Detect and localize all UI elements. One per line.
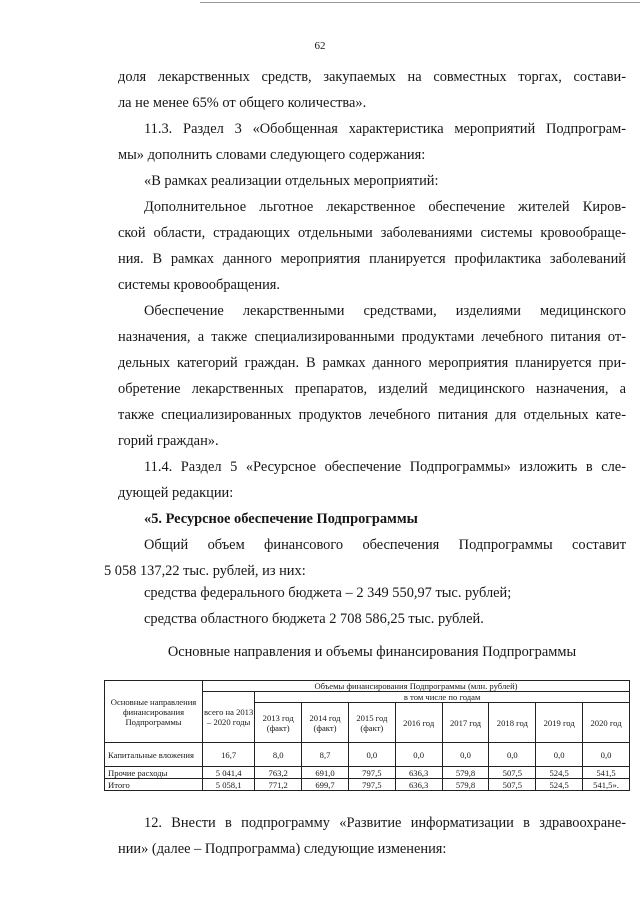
- text-line: нии» (далее – Подпрограмма) следующие изменения:: [118, 841, 447, 857]
- text-line: 11.4. Раздел 5 «Ресурсное обеспечение Подпрограммы» изложить в сле-: [144, 459, 626, 475]
- header-directions: Основные направления финансирования Подпрограммы: [105, 681, 203, 743]
- cell-value: 507,5: [489, 767, 536, 779]
- year-2016: 2016 год: [395, 703, 442, 743]
- paragraph-additional-supply: [118, 194, 626, 298]
- cell-value: 8,7: [302, 743, 349, 767]
- year-2020: 2020 год: [583, 703, 630, 743]
- row-name: Прочие расходы: [105, 767, 203, 779]
- paragraph-11-4: [118, 454, 626, 506]
- cell-value: 0,0: [489, 743, 536, 767]
- cell-value: 541,5».: [583, 779, 630, 791]
- text-line: обретение лекарственных препаратов, изделий медицинского назначения, а: [118, 381, 626, 397]
- table-row: [105, 743, 630, 767]
- cell-value: 691,0: [302, 767, 349, 779]
- cell-value: 0,0: [348, 743, 395, 767]
- cell-value: 699,7: [302, 779, 349, 791]
- header-by-years: в том числе по годам: [255, 692, 630, 703]
- paragraph-drug-supply: [118, 298, 626, 454]
- cell-value: 541,5: [583, 767, 630, 779]
- text-line: ла не менее 65% от общего количества».: [118, 95, 367, 111]
- financing-table: [104, 680, 630, 791]
- row-total: 5 041,4: [203, 767, 255, 779]
- cell-value: 579,8: [442, 779, 489, 791]
- paragraph-federal-budget: [118, 580, 626, 606]
- text-line: средства федерального бюджета – 2 349 550,97 тыс. рублей;: [144, 585, 512, 601]
- header-volumes: Объемы финансирования Подпрограммы (млн. рублей): [203, 681, 630, 692]
- text-line: назначения, а также специализированными продуктами лечебного питания от-: [118, 329, 626, 345]
- text-line: горий граждан».: [118, 433, 219, 449]
- cell-value: 636,3: [395, 767, 442, 779]
- cell-value: 0,0: [536, 743, 583, 767]
- text-line: доля лекарственных средств, закупаемых на совместных торгах, состави-: [118, 69, 626, 85]
- text-line: 12. Внести в подпрограмму «Развитие информатизации в здравоохране-: [144, 815, 626, 831]
- cell-value: 524,5: [536, 767, 583, 779]
- text-line: также специализированных продуктов лечебного питания для отдельных кате-: [118, 407, 626, 423]
- text-line: Общий объем финансового обеспечения Подпрограммы составит: [144, 537, 626, 553]
- row-name: Капитальные вложения: [105, 743, 203, 767]
- cell-value: 579,8: [442, 767, 489, 779]
- table-row: [105, 767, 630, 779]
- row-name: Итого: [105, 779, 203, 791]
- paragraph-12: [118, 810, 626, 862]
- section-5-heading: [118, 506, 626, 532]
- top-rule: [200, 2, 640, 3]
- row-total: 16,7: [203, 743, 255, 767]
- cell-value: 771,2: [255, 779, 302, 791]
- year-2019: 2019 год: [536, 703, 583, 743]
- cell-value: 763,2: [255, 767, 302, 779]
- text-line: дующей редакции:: [118, 485, 234, 501]
- table-caption: Основные направления и объемы финансирования Подпрограммы: [167, 644, 577, 660]
- year-2017: 2017 год: [442, 703, 489, 743]
- text-line: ской области, страдающих отдельными заболеваниями системы кровообраще-: [118, 225, 626, 241]
- year-2015: 2015 год (факт): [348, 703, 395, 743]
- text-line: Дополнительное льготное лекарственное обеспечение жителей Киров-: [144, 199, 626, 215]
- cell-value: 507,5: [489, 779, 536, 791]
- cell-value: 797,5: [348, 779, 395, 791]
- paragraph-1: [118, 64, 626, 116]
- year-2018: 2018 год: [489, 703, 536, 743]
- cell-value: 636,3: [395, 779, 442, 791]
- cell-value: 524,5: [536, 779, 583, 791]
- text-line: Обеспечение лекарственными средствами, изделиями медицинского: [144, 303, 626, 319]
- text-line: системы кровообращения.: [118, 277, 280, 293]
- page-number: 62: [314, 40, 326, 52]
- year-2013: 2013 год (факт): [255, 703, 302, 743]
- cell-value: 0,0: [395, 743, 442, 767]
- text-line: «В рамках реализации отдельных мероприятий:: [144, 173, 439, 189]
- text-line: «5. Ресурсное обеспечение Подпрограммы: [144, 511, 418, 527]
- year-2014: 2014 год (факт): [302, 703, 349, 743]
- text-line: 5 058 137,22 тыс. рублей, из них:: [104, 563, 306, 579]
- cell-value: 797,5: [348, 767, 395, 779]
- cell-value: 0,0: [583, 743, 630, 767]
- header-total: всего на 2013 – 2020 годы: [203, 692, 255, 743]
- paragraph-total-volume: [118, 532, 626, 558]
- cell-value: 0,0: [442, 743, 489, 767]
- text-line: дельных категорий граждан. В рамках данного мероприятия планируется при-: [118, 355, 626, 371]
- table-row: [105, 779, 630, 791]
- row-total: 5 058,1: [203, 779, 255, 791]
- text-line: ния. В рамках данного мероприятия планируется профилактика заболеваний: [118, 251, 626, 267]
- paragraph-quote-start: [118, 168, 626, 194]
- text-line: 11.3. Раздел 3 «Обобщенная характеристика мероприятий Подпрограм-: [144, 121, 626, 137]
- cell-value: 8,0: [255, 743, 302, 767]
- text-line: средства областного бюджета 2 708 586,25 тыс. рублей.: [144, 611, 484, 627]
- text-line: мы» дополнить словами следующего содержания:: [118, 147, 426, 163]
- paragraph-11-3: [118, 116, 626, 168]
- paragraph-regional-budget: [118, 606, 626, 632]
